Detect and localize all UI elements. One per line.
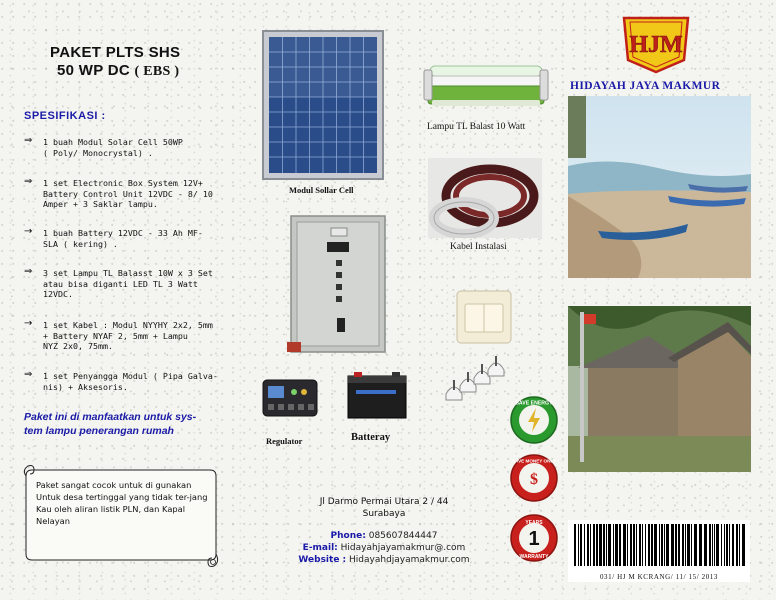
note-scroll [20, 462, 222, 570]
email-label: E-mail: [302, 543, 338, 553]
usage-line: tem lampu penerangan rumah [24, 425, 174, 437]
barcode-bar [709, 524, 711, 566]
spec-heading: SPESIFIKASI : [24, 110, 106, 122]
barcode-bar [736, 524, 738, 566]
warranty-number: 1 [528, 528, 540, 550]
barcode-bar [721, 524, 722, 566]
spec-item-text: 1 buah Modul Solar Cell 50WP ( Poly/ Monocrystal) . [43, 137, 183, 158]
barcode-bar [587, 524, 589, 566]
spec-item-text: 1 set Kabel : Modul NYYHY 2x2, 5mm + Battery NYAF 2, 5mm + Lampu NYZ 2x0, 75mm. [43, 320, 213, 351]
note-line: Kau oleh aliran listik PLN, dan Kapal Nelayan [36, 504, 186, 526]
barcode-bar [593, 524, 595, 566]
page-title: PAKET PLTS SHS [50, 44, 181, 61]
warranty-top-text: YEARS [525, 520, 543, 526]
barcode-bar [603, 524, 605, 566]
barcode-bar [613, 524, 614, 566]
spec-item [24, 178, 224, 210]
usage-line: Paket ini di manfaatkan untuk sys- [24, 411, 197, 423]
spec-item-text: 1 set Electronic Box System 12V+ Battery Control Unit 12VDC - 8/ 10 Amper + 3 Saklar lampu. [43, 178, 213, 209]
arrow-icon: → [24, 226, 33, 237]
barcode-bars [568, 520, 750, 568]
contact-block [292, 497, 476, 565]
spec-item-text: 1 buah Battery 12VDC - 33 Ah MF- SLA ( kering) . [43, 228, 203, 249]
page-subtitle [57, 62, 179, 80]
subtitle-power: 50 WP DC [57, 62, 130, 79]
cable-image [428, 158, 542, 238]
barcode-bar [642, 524, 643, 566]
note-text [36, 479, 214, 527]
barcode-bar [664, 524, 665, 566]
battery-caption: Batteray [351, 432, 391, 443]
solar-caption: Modul Sollar Cell [289, 185, 354, 195]
spec-item [24, 137, 224, 158]
barcode-bar [675, 524, 677, 566]
save-energy-text: SAVE ENERGY [515, 400, 553, 407]
spec-item [24, 320, 224, 352]
barcode-bar [704, 524, 707, 566]
arrow-icon: ⇒ [24, 266, 33, 277]
village-photo [568, 306, 751, 472]
save-money-badge [510, 454, 558, 502]
beach-photo [568, 96, 751, 278]
cable-caption: Kabel Instalasi [450, 242, 507, 252]
spec-item [24, 371, 224, 392]
cable-clips-image [440, 354, 510, 416]
save-money-text: SAVE MONEY ONLY [512, 458, 556, 464]
barcode-bar [596, 524, 598, 566]
lamp-caption: Lampu TL Balast 10 Watt [427, 122, 526, 132]
barcode-bar [712, 524, 713, 566]
svg-text:$: $ [530, 471, 538, 488]
spec-item [24, 268, 224, 300]
barcode-bar [726, 524, 728, 566]
barcode-bar [739, 524, 740, 566]
barcode-bar [574, 524, 576, 566]
barcode-bar [724, 524, 725, 566]
arrow-icon: ⇒ [24, 369, 33, 380]
battery-image [346, 370, 408, 420]
barcode-bar [608, 524, 611, 566]
barcode-bar [636, 524, 637, 566]
warranty-badge [510, 512, 558, 568]
regulator-image [262, 378, 318, 418]
spec-item-text: 1 set Penyangga Modul ( Pipa Galva- nis) + Aksesoris. [43, 371, 218, 392]
phone-label: Phone: [330, 531, 366, 541]
brand-name: HIDAYAH JAYA MAKMUR [570, 80, 721, 92]
email-line [292, 543, 476, 553]
lamp-image [422, 56, 550, 114]
switch-image [456, 290, 512, 344]
barcode-bar [691, 524, 692, 566]
barcode-bar [714, 524, 715, 566]
barcode-bar [619, 524, 621, 566]
barcode-bar [666, 524, 669, 566]
spec-item-text: 3 set Lampu TL Balasst 10W x 3 Set atau bisa diganti LED TL 3 Watt 12VDC. [43, 268, 213, 299]
electronic-box-image [287, 214, 389, 356]
barcode-bar [651, 524, 653, 566]
barcode-bar [732, 524, 734, 566]
regulator-caption: Regulator [266, 436, 303, 446]
barcode-bar [659, 524, 660, 566]
hjm-logo [620, 16, 692, 74]
arrow-icon: ⇒ [24, 135, 33, 146]
barcode-bar [682, 524, 684, 566]
barcode-bar [633, 524, 635, 566]
barcode-bar [678, 524, 680, 566]
barcode-bar [687, 524, 690, 566]
subtitle-ebs: ( EBS ) [134, 64, 180, 79]
barcode-bar [623, 524, 626, 566]
note-line: Paket sangat cocok untuk di gunakan [36, 480, 192, 490]
barcode-bar [671, 524, 674, 566]
barcode-bar [590, 524, 591, 566]
website-value: Hidayahdjayamakmur.com [349, 555, 470, 565]
barcode-bar [606, 524, 607, 566]
barcode-bar [639, 524, 641, 566]
phone-line [292, 531, 476, 541]
warranty-bottom-text: WARRANTY [519, 554, 549, 560]
arrow-icon: ⇒ [24, 176, 33, 187]
address-city: Surabaya [362, 509, 406, 519]
barcode-bar [599, 524, 602, 566]
barcode-bar [648, 524, 650, 566]
barcode-bar [630, 524, 632, 566]
website-line [292, 555, 476, 565]
barcode-bar [729, 524, 730, 566]
barcode-bar [661, 524, 663, 566]
spec-item [24, 228, 224, 249]
barcode-text: 031/ HJ M KCRANG/ 11/ 15/ 2013 [599, 573, 719, 581]
save-energy-badge [510, 396, 558, 444]
usage-note [24, 410, 229, 438]
barcode-bar [578, 524, 579, 566]
barcode-bar [654, 524, 657, 566]
barcode-bar [699, 524, 702, 566]
barcode-bar [645, 524, 646, 566]
arrow-icon: → [24, 318, 33, 329]
note-line: Untuk desa tertinggal yang tidak ter-jang [36, 492, 208, 502]
solar-panel-image [262, 30, 384, 180]
barcode-bar [716, 524, 719, 566]
barcode [568, 520, 750, 582]
email-value: Hidayahjayamakmur@.com [340, 543, 466, 553]
barcode-bar [584, 524, 585, 566]
barcode-bar [694, 524, 697, 566]
barcode-bar [580, 524, 582, 566]
logo-text: HJM [629, 32, 683, 58]
barcode-bar [615, 524, 618, 566]
phone-value: 085607844447 [368, 531, 438, 541]
barcode-bar [627, 524, 628, 566]
address-line: Jl Darmo Permai Utara 2 / 44 [319, 497, 449, 507]
website-label: Website : [298, 555, 347, 565]
barcode-bar [685, 524, 686, 566]
barcode-bar [742, 524, 745, 566]
